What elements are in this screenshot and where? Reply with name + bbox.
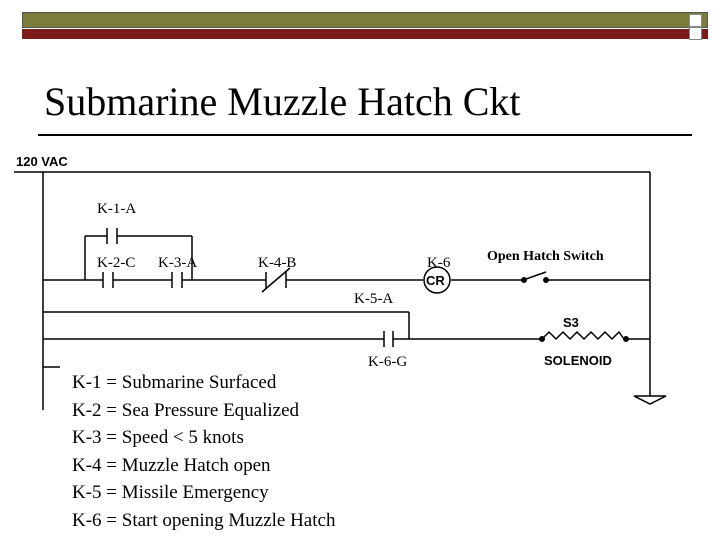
label-k4b: K-4-B — [258, 255, 297, 271]
label-k5a: K-5-A — [354, 291, 394, 307]
legend-item: K-1 = Submarine Surfaced — [72, 372, 277, 393]
solenoid-coil — [542, 332, 624, 339]
switch-label: Open Hatch Switch — [487, 249, 604, 264]
page-title: Submarine Muzzle Hatch Ckt — [44, 79, 521, 124]
legend-item: K-4 = Muzzle Hatch open — [72, 454, 271, 476]
legend-item: K-5 = Missile Emergency — [72, 482, 269, 503]
legend-item: K-2 = Sea Pressure Equalized — [72, 399, 300, 421]
ground-symbol — [634, 396, 666, 404]
label-k1a: K-1-A — [97, 201, 137, 217]
coil-label: CR — [426, 273, 445, 288]
relay-legend — [72, 369, 335, 534]
label-k6: K-6 — [427, 255, 451, 271]
label-k6g: K-6-G — [368, 354, 408, 370]
supply-label: 120 VAC — [16, 154, 68, 169]
legend-item: K-3 = Speed < 5 knots — [72, 427, 244, 448]
label-k2c: K-2-C — [97, 255, 136, 271]
legend-item: K-6 = Start opening Muzzle Hatch — [72, 509, 336, 531]
label-k3a: K-3-A — [158, 255, 198, 271]
solenoid-label: SOLENOID — [544, 353, 612, 368]
solenoid-tag: S3 — [563, 315, 579, 330]
open-hatch-switch-blade — [526, 272, 546, 279]
